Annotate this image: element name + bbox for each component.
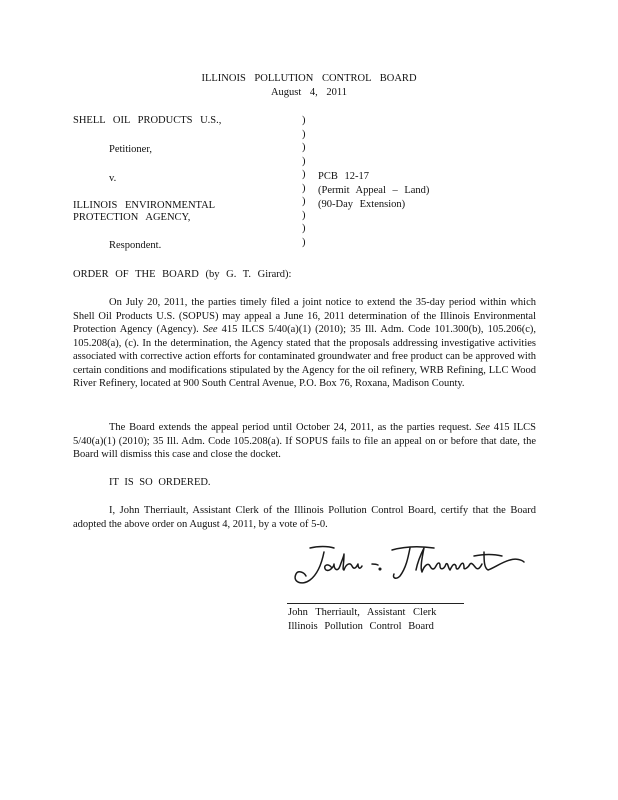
petitioner-name: SHELL OIL PRODUCTS U.S.,: [73, 115, 222, 126]
citation-see: See: [475, 422, 490, 433]
paren: ): [302, 155, 306, 167]
signature-line: [287, 603, 464, 604]
paren: ): [302, 196, 306, 207]
paragraph-2: [73, 421, 536, 462]
paren: ): [302, 142, 306, 153]
signer-name-title: John Therriault, Assistant Clerk: [288, 607, 437, 618]
paragraph-2-text-a: The Board extends the appeal period until October 24, 2011, as the parties request.: [109, 422, 476, 433]
caption-parentheses: [302, 114, 306, 249]
case-type: (Permit Appeal – Land): [318, 185, 430, 196]
paren: ): [302, 169, 306, 180]
handwritten-signature: [288, 538, 528, 599]
paragraph-1: [73, 296, 536, 391]
paragraph-2-text-b: 415 ILCS 5/40(a)(1) (2010); 35 Ill. Adm. Code 105.208(a). If SOPUS fails to file an appeal on or before that date, the Board will dismiss this case and close the docket.: [73, 422, 537, 460]
respondent-name-line2: PROTECTION AGENCY,: [73, 212, 191, 223]
citation-see: See: [202, 324, 218, 335]
paren: ): [302, 115, 306, 126]
respondent-role: Respondent.: [109, 240, 162, 251]
respondent-name-line1: ILLINOIS ENVIRONMENTAL: [73, 200, 216, 211]
paren: ): [302, 223, 306, 234]
case-number: PCB 12-17: [318, 171, 369, 182]
board-title: ILLINOIS POLLUTION CONTROL BOARD: [201, 73, 417, 84]
paren: ): [302, 236, 306, 248]
order-heading: ORDER OF THE BOARD (by G. T. Girard):: [73, 269, 292, 280]
certification: [73, 504, 536, 531]
signer-organization: Illinois Pollution Control Board: [288, 621, 434, 632]
paren: ): [302, 209, 306, 221]
versus-label: v.: [109, 173, 117, 184]
certification-text: I, John Therriault, Assistant Clerk of the Illinois Pollution Control Board, certify that the Board adopted the above order on August 4, 2011, by a vote of 5-0.: [73, 505, 536, 530]
order-date: August 4, 2011: [270, 87, 348, 98]
paragraph-1-text-a: On July 20, 2011, the parties timely filed a joint notice to extend the 35-day period within which Shell Oil Products U.S. (SOPUS) may appeal a June 16, 2011 determination of the Illinois Environmental Protection Agency (Agency).: [73, 297, 536, 335]
petitioner-role: Petitioner,: [109, 144, 153, 155]
paren: ): [302, 128, 306, 140]
paragraph-1-text-b: 415 ILCS 5/40(a)(1) (2010); 35 Ill. Adm. Code 101.300(b), 105.206(c), 105.208(a), (c). In the determination, the Agency stated that the proposals addressing investigative activities associated with corrective action efforts for contaminated groundwater and free product can be approved with certain conditions and modifications stipulated by the Agency for the oil refinery, WRB Refining, LLC Wood River Refinery, located at 900 South Central Avenue, P.O. Box 76, Roxana, Madison County.: [73, 324, 536, 389]
case-extension: (90-Day Extension): [318, 199, 406, 210]
so-ordered: IT IS SO ORDERED.: [109, 477, 211, 488]
paren: ): [302, 182, 306, 194]
